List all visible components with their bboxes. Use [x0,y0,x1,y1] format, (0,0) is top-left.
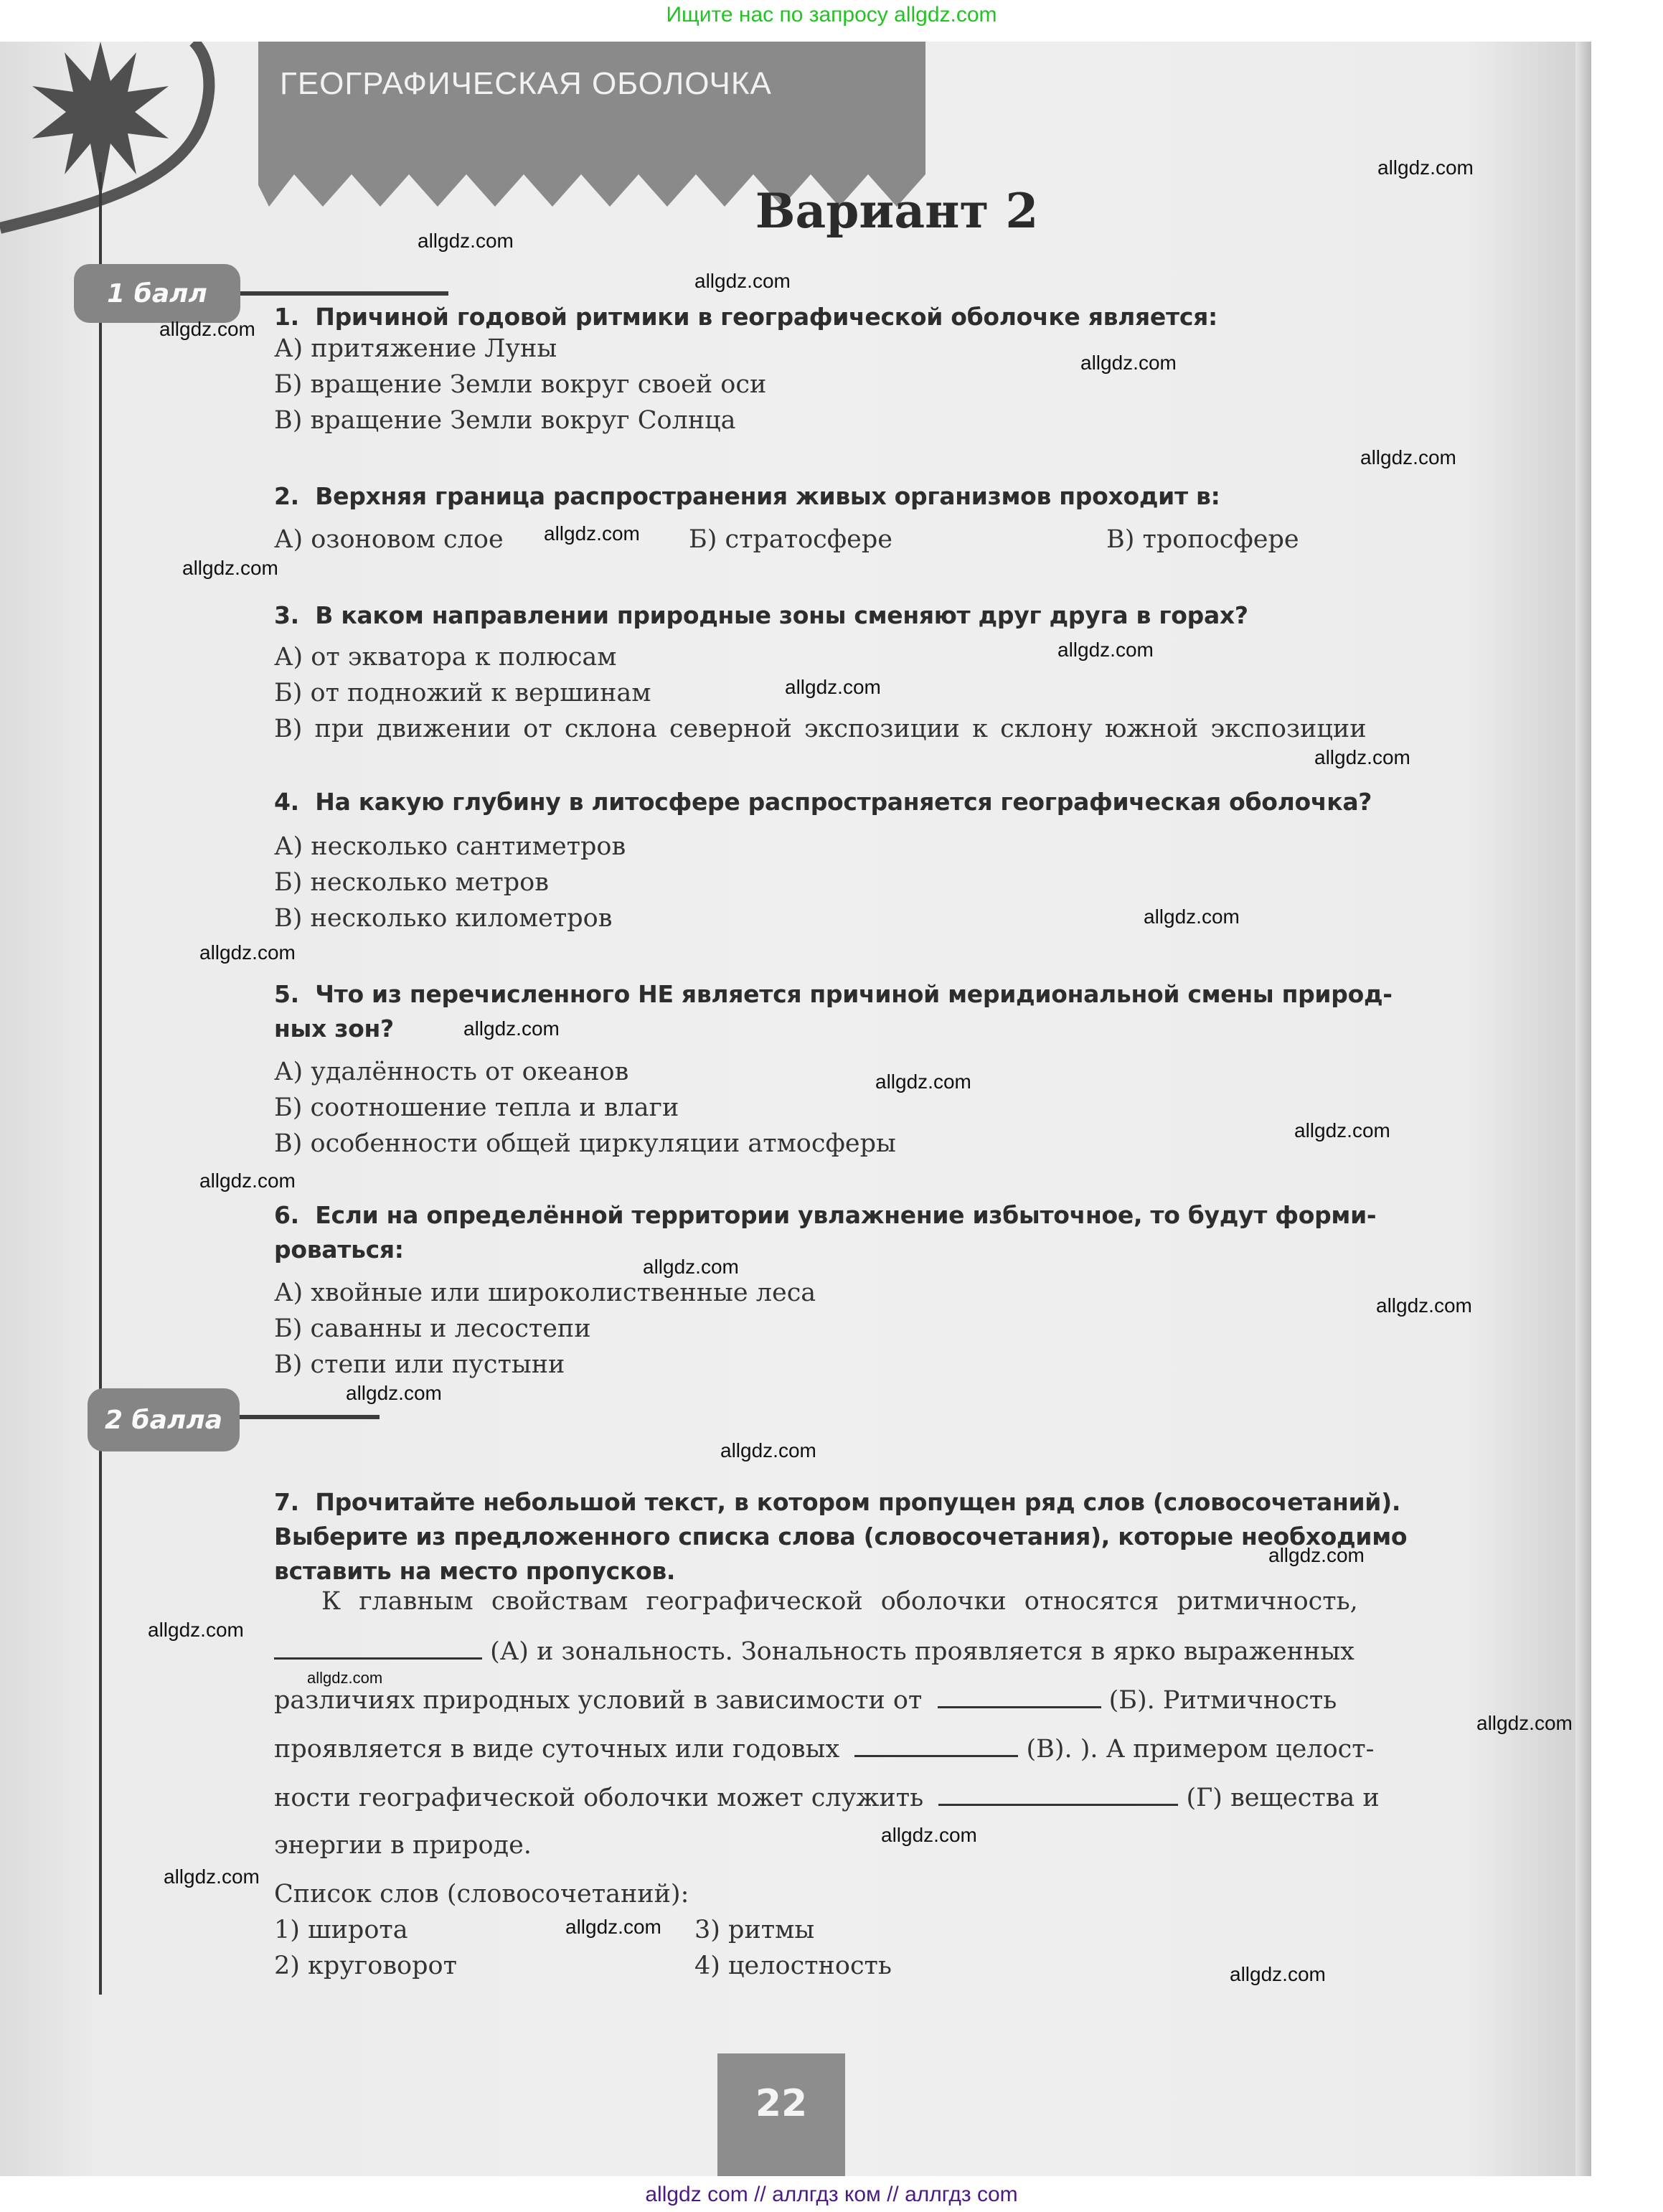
question-6-option-a: А) хвойные или широколиственные леса [274,1279,816,1307]
variant-title: Вариант 2 [755,183,1039,239]
badge-rule [240,1415,380,1419]
watermark: allgdz.com [643,1256,739,1278]
watermark: allgdz.com [148,1619,244,1641]
question-4-option-b: Б) несколько метров [274,868,549,897]
watermark: allgdz.com [463,1017,560,1040]
word-list-item-3: 3) ритмы [694,1916,815,1944]
margin-rule [99,172,102,1995]
watermark: allgdz.com [720,1439,816,1462]
watermark: allgdz.com [694,270,791,292]
question-4-option-c: В) несколько километров [274,904,613,933]
question-6-option-c: В) степи или пустыни [274,1350,565,1379]
score-badge-2 [88,1388,240,1451]
word-list-title: Список слов (словосочетаний): [274,1880,689,1909]
question-7-title: 7. Прочитайте небольшой текст, в котором пропущен ряд слов (словосочетаний). [274,1488,1401,1516]
blank-g[interactable] [938,1782,1178,1806]
watermark: allgdz.com [1377,156,1474,179]
passage-line-3: различиях природных условий в зависимости от (Б). Ритмичность [274,1686,1337,1715]
watermark: allgdz.com [1360,446,1456,469]
question-1-option-b: Б) вращение Земли вокруг своей оси [274,370,767,399]
watermark: allgdz.com [544,522,640,545]
watermark: allgdz.com [1376,1294,1472,1317]
question-5-option-a: А) удалённость от океанов [274,1058,629,1086]
watermark: allgdz.com [164,1865,260,1888]
question-7-title-cont2: вставить на место пропусков. [274,1557,676,1585]
watermark: allgdz.com [1057,639,1154,661]
question-5-title: 5. Что из перечисленного НЕ является причиной меридиональной смены природ- [274,980,1393,1008]
passage-line-2: (А) и зональность. Зональность проявляется в ярко выраженных [274,1636,1355,1666]
passage-line-1: К главным свойствам географической оболочки относятся ритмичность, [321,1587,1358,1616]
question-7-title-cont1: Выберите из предложенного списка слова (словосочетания), которые необходимо [274,1522,1408,1550]
question-4-title: 4. На какую глубину в литосфере распространяется географическая оболочка? [274,788,1372,816]
word-list-item-1: 1) широта [274,1916,408,1944]
question-6-title: 6. Если на определённой территории увлажнение избыточное, то будут форми- [274,1201,1377,1229]
watermark: allgdz.com [1294,1119,1390,1142]
question-3-option-b: Б) от подножий к вершинам [274,679,651,707]
question-5-option-b: Б) соотношение тепла и влаги [274,1093,679,1122]
watermark: allgdz.com [1230,1963,1326,1985]
watermark: allgdz.com [1476,1712,1573,1734]
question-2-title: 2. Верхняя граница распространения живых организмов проходит в: [274,482,1220,510]
question-3-title: 3. В каком направлении природные зоны сменяют друг друга в горах? [274,601,1248,629]
question-6-option-b: Б) саванны и лесостепи [274,1314,591,1343]
watermark: allgdz.com [418,230,514,252]
question-5-option-c: В) особенности общей циркуляции атмосферы [274,1129,896,1158]
badge-rule [240,291,448,296]
question-2-option-a: А) озоновом слое [274,525,504,554]
watermark: allgdz.com [182,557,278,579]
watermark: allgdz.com [159,318,255,340]
word-list-item-2: 2) круговорот [274,1952,457,1980]
blank-b[interactable] [938,1685,1101,1708]
scanned-page [0,42,1591,2176]
watermark: allgdz.com [1314,746,1410,768]
blank-v[interactable] [854,1733,1018,1757]
watermark: allgdz.com [199,1169,296,1192]
watermark: allgdz.com [785,676,881,698]
page-number: 22 [717,2053,845,2176]
passage-line-6: энергии в природе. [274,1831,532,1860]
score-badge-1 [74,264,240,323]
question-5-title-cont: ных зон? [274,1015,394,1043]
question-1-option-a: А) притяжение Луны [274,334,557,363]
watermark: allgdz.com [875,1070,971,1093]
section-title: ГЕОГРАФИЧЕСКАЯ ОБОЛОЧКА [280,66,772,101]
word-list-item-4: 4) целостность [694,1952,892,1980]
site-banner[interactable]: Ищите нас по запросу allgdz.com [666,3,997,27]
watermark: allgdz.com [881,1824,977,1846]
passage-line-4: проявляется в виде суточных или годовых (В). ). А примером целост- [274,1735,1375,1764]
question-1-option-c: В) вращение Земли вокруг Солнца [274,406,736,435]
question-2-option-c: В) тропосфере [1106,525,1299,554]
watermark: allgdz.com [307,1669,383,1687]
passage-line-5: ности географической оболочки может служить (Г) вещества и [274,1784,1380,1812]
badge-label: 1 балл [107,278,207,309]
question-4-option-a: А) несколько сантиметров [274,832,626,861]
watermark: allgdz.com [1144,905,1240,928]
page-binding-shadow [1575,42,1591,2176]
question-6-title-cont: роваться: [274,1236,404,1263]
watermark: allgdz.com [1080,352,1177,374]
watermark: allgdz.com [199,941,296,964]
badge-label: 2 балла [104,1405,223,1435]
watermark: allgdz.com [346,1382,442,1404]
question-1-title: 1. Причиной годовой ритмики в географической оболочке является: [274,303,1217,331]
watermark: allgdz.com [565,1916,661,1938]
blank-a[interactable] [274,1636,482,1660]
site-footer-links[interactable]: allgdz com // аллгдз ком // аллгдз com [645,2183,1018,2206]
question-3-option-c: В) при движении от склона северной экспозиции к склону южной экспозиции [274,715,1367,743]
question-3-option-a: А) от экватора к полюсам [274,643,617,672]
watermark: allgdz.com [1268,1544,1365,1566]
question-2-option-b: Б) стратосфере [689,525,892,554]
